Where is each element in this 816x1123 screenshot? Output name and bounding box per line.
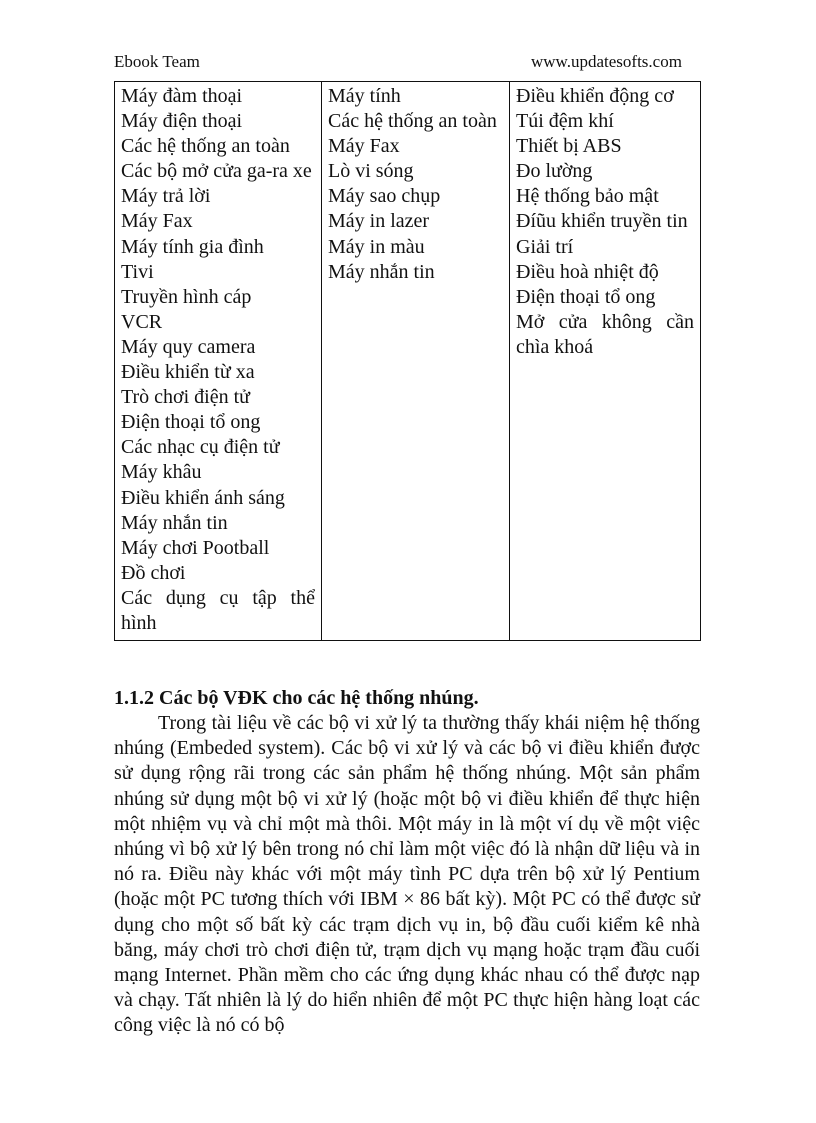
table-cell-item: Các nhạc cụ điện tử [121,436,280,459]
table-cell-item: Mở cửa không cần chìa khoá [516,310,694,358]
table-column-auto [510,82,701,641]
table-cell-item: Máy tính gia đình [121,235,264,258]
table-row [115,82,701,641]
table-cell-item: Máy chơi Pootball [121,536,270,559]
section-body: Trong tài liệu về các bộ vi xử lý ta thường thấy khái niệm hệ thống nhúng (Embeded system). Các bộ vi xử lý và các bộ vi điều khiển được sử dụng rộng rãi trong các sản phẩm hệ thống nhúng. Một sản phẩm nhúng sử dụng một bộ vi xử lý (hoặc một bộ vi điều khiển để thực hiện một nhiệm vụ và chỉ một mà thôi. Một máy in là một ví dụ về một việc nhúng vì bộ xử lý bên trong nó chỉ làm một việc đó là nhận dữ liệu và in nó ra. Điều này khác với một máy tình PC dựa trên bộ xử lý Pentium (hoặc một PC tương thích với IBM × 86 bất kỳ). Một PC có thể được sử dụng cho một số bất kỳ các trạm dịch vụ in, bộ đầu cuối kiểm kê nhà băng, máy chơi trò chơi điện tử, trạm dịch vụ mạng hoặc trạm đầu cuối mạng Internet. Phần mềm cho các ứng dụng khác nhau có thể được nạp và chạy. Tất nhiên là lý do hiển nhiên để một PC thực hiện hàng loạt các công việc là nó có bộ [114,712,700,1037]
table-cell-item: Điều khiển ánh sáng [121,486,285,509]
table-cell-item: Máy sao chụp [328,185,441,208]
table-cell-item: Điều hoà nhiệt độ [516,260,659,283]
table-cell-item: Máy Fax [328,135,400,158]
table-column-home [115,82,322,641]
table-cell-item: Hệ thống bảo mật [516,185,659,208]
table-cell-item: Các hệ thống an toàn [121,135,290,158]
table-cell-item: Thiết bị ABS [516,135,622,158]
table-cell-item: VCR [121,310,163,333]
table-cell-item: Điều khiển từ xa [121,361,255,384]
table-cell-item: Truyền hình cáp [121,285,252,308]
section [114,685,700,1039]
table-cell-item: Tivi [121,260,154,283]
table-cell-item: Túi đệm khí [516,110,614,133]
table-cell-item: Máy quy camera [121,335,256,358]
table-cell-item: Máy in màu [328,235,425,258]
table-cell-item: Đo lường [516,160,593,183]
table-cell-item: Máy nhắn tin [121,511,228,534]
header-left-text: Ebook Team [114,52,200,71]
table-cell-item: Máy đàm thoại [121,85,243,107]
table-cell-item: Đồ chơi [121,561,186,584]
header-right-text: www.updatesofts.com [531,52,682,71]
table-cell-item: Máy tính [328,85,401,107]
table-column-office [322,82,510,641]
table-cell-item: Máy trả lời [121,185,211,208]
table-cell-item: Đíũu khiển truyền tin [516,210,688,233]
table-cell-item: Lò vi sóng [328,160,414,183]
table-cell-item: Điện thoại tổ ong [121,411,261,434]
table-cell-item: Điều khiển động cơ [516,85,674,107]
table-cell-item: Trò chơi điện tử [121,386,251,409]
table-cell-item: Máy in lazer [328,210,430,233]
table-cell-item: Máy Fax [121,210,193,233]
table-cell-item: Các hệ thống an toàn [328,110,497,133]
table-cell-item: Giải trí [516,235,574,258]
device-table [114,81,701,641]
table-cell-item: Điện thoại tổ ong [516,285,656,308]
table-cell-item: Các bộ mở cửa ga-ra xe [121,160,312,183]
table-cell-item: Máy điện thoại [121,110,243,133]
table-cell-item: Máy nhắn tin [328,260,435,283]
table-cell-item: Máy khâu [121,461,202,484]
table-cell-item: Các dụng cụ tập thể hình [121,586,315,634]
section-heading: 1.1.2 Các bộ VĐK cho các hệ thống nhúng. [114,687,479,709]
